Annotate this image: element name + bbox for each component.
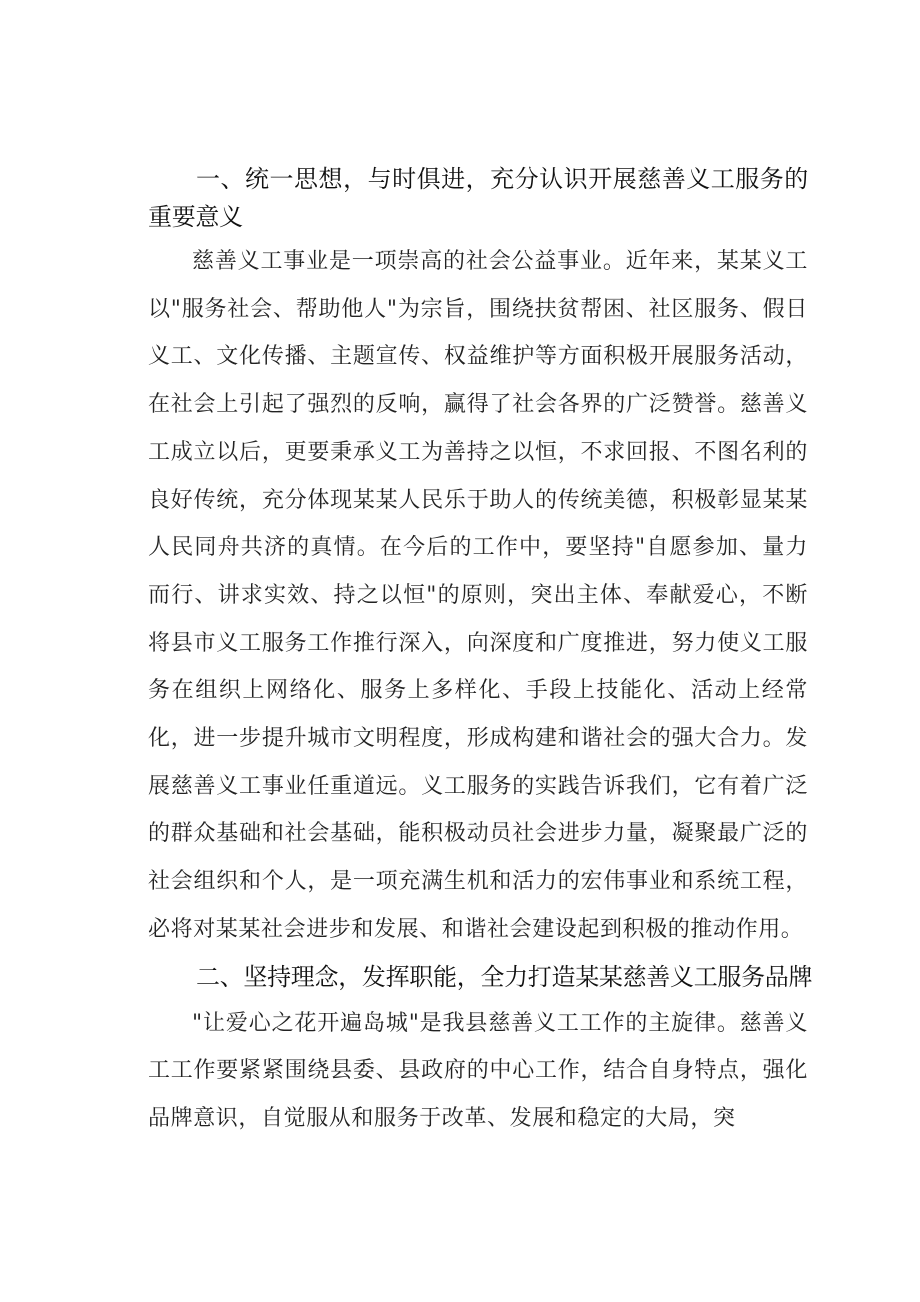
section-paragraph-2: "让爱心之花开遍岛城"是我县慈善义工工作的主旋律。慈善义工工作要紧紧围绕县委、县政府的中心工作，结合自身特点，强化品牌意识，自觉服从和服务于改革、发展和稳定的大局，突 <box>148 1010 808 1131</box>
section-heading-2: 二、坚持理念，发挥职能，全力打造某某慈善义工服务品牌 <box>196 962 813 991</box>
section-heading-1: 一、统一思想，与时俱进，充分认识开展慈善义工服务的重要意义 <box>148 165 808 231</box>
section-paragraph-1: 慈善义工事业是一项崇高的社会公益事业。近年来，某某义工以"服务社会、帮助他人"为宗旨，围绕扶贫帮困、社区服务、假日义工、文化传播、主题宣传、权益维护等方面积极开展服务活动，在社会上引起了强烈的反响，赢得了社会各界的广泛赞誉。慈善义工成立以后，更要秉承义工为善持之以恒，不求回报、不图名利的良好传统，充分体现某某人民乐于助人的传统美德，积极彰显某某人民同舟共济的真情。在今后的工作中，要坚持"自愿参加、量力而行、讲求实效、持之以恒"的原则，突出主体、奉献爱心，不断将县市义工服务工作推行深入，向深度和广度推进，努力使义工服务在组织上网络化、服务上多样化、手段上技能化、活动上经常化，进一步提升城市文明程度，形成构建和谐社会的强大合力。发展慈善义工事业任重道远。义工服务的实践告诉我们，它有着广泛的群众基础和社会基础，能积极动员社会进步力量，凝聚最广泛的社会组织和个人，是一项充满生机和活力的宏伟事业和系统工程，必将对某某社会进步和发展、和谐社会建设起到积极的推动作用。 <box>148 249 808 942</box>
document-body <box>148 160 813 1143</box>
